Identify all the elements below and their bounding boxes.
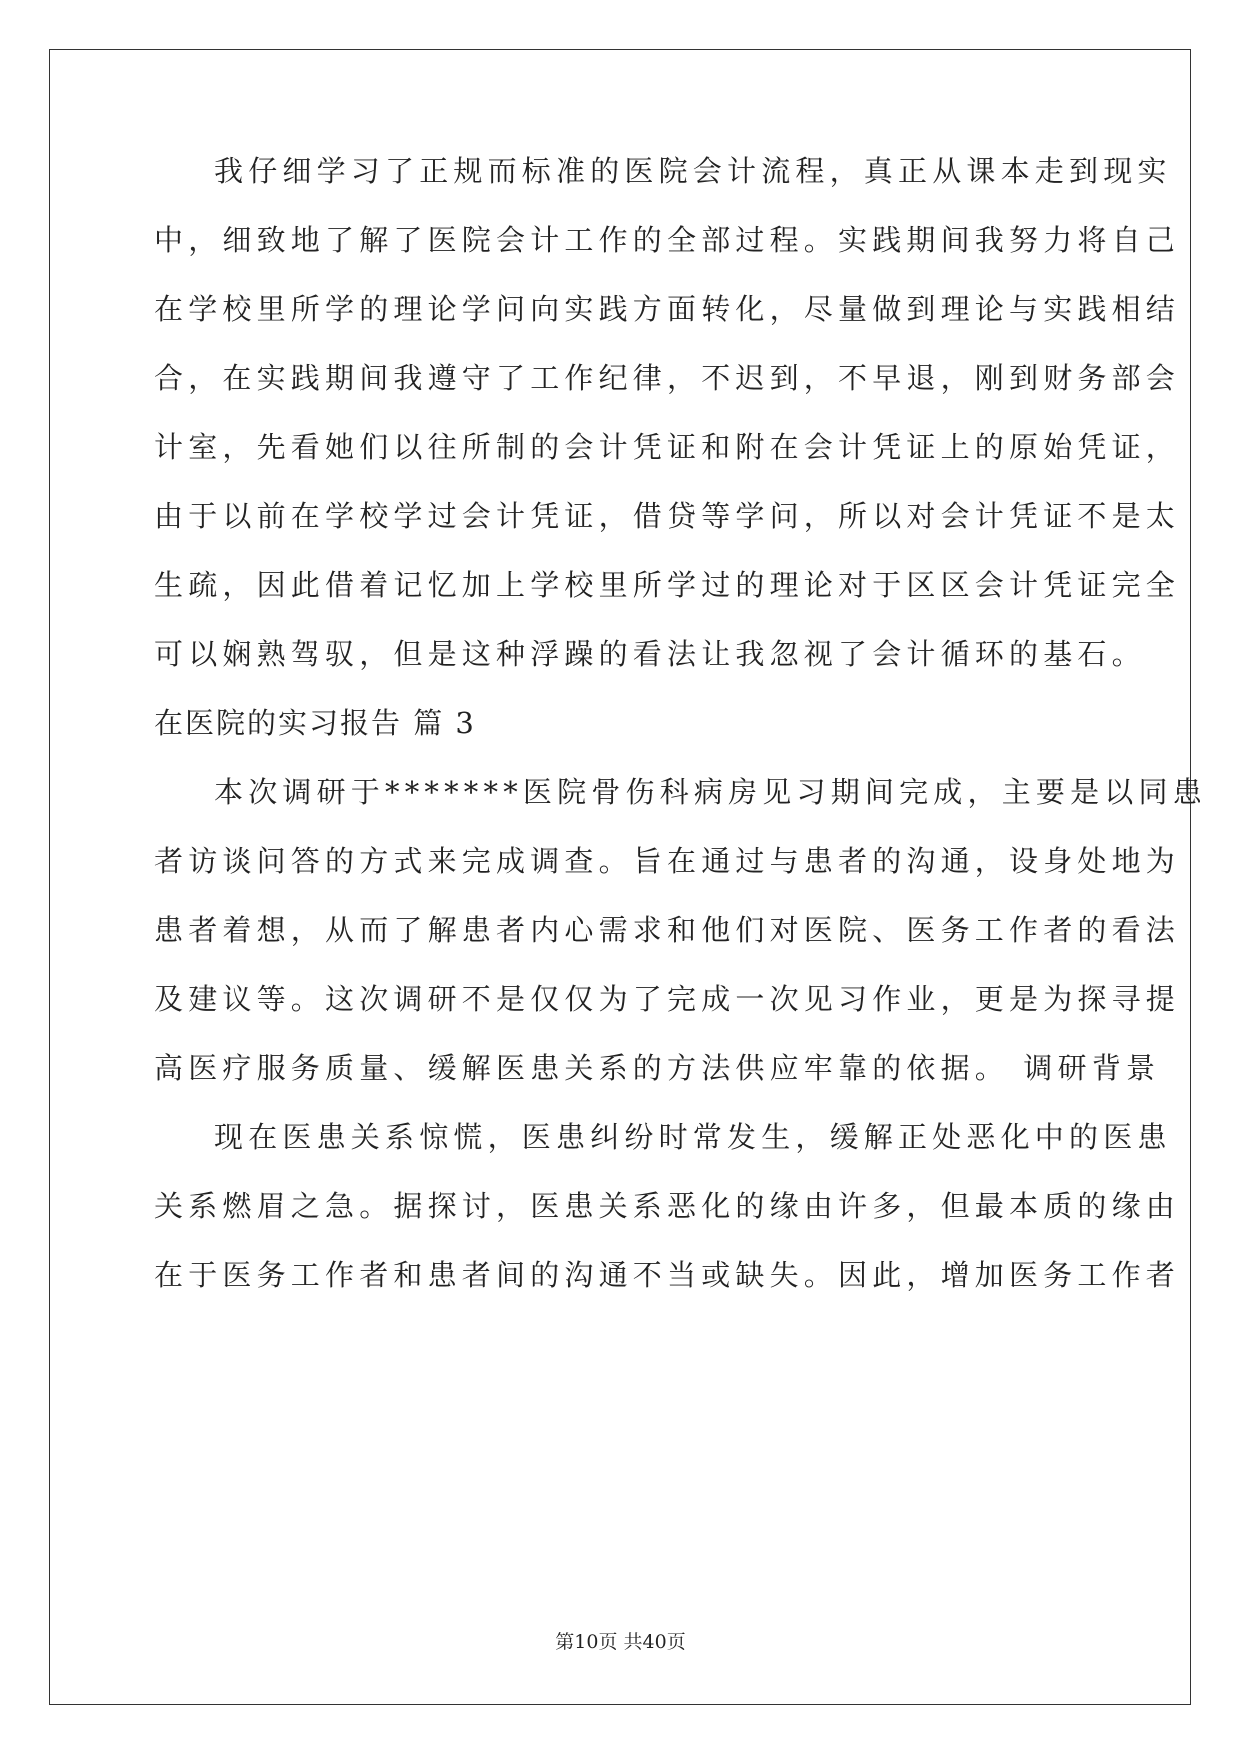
paragraph-line: 合，在实践期间我遵守了工作纪律，不迟到，不早退，刚到财务部会 <box>154 361 1181 395</box>
paragraph-line: 关系燃眉之急。据探讨，医患关系恶化的缘由许多，但最本质的缘由 <box>154 1189 1181 1223</box>
section-heading: 在医院的实习报告 篇 3 <box>154 706 476 740</box>
paragraph-line: 现在医患关系惊慌，医患纠纷时常发生，缓解正处恶化中的医患 <box>214 1120 1172 1154</box>
page-number: 第10页 共40页 <box>555 1631 686 1653</box>
paragraph-line: 高医疗服务质量、缓解医患关系的方法供应牢靠的依据。 调研背景 <box>154 1051 1161 1085</box>
paragraph-line: 在于医务工作者和患者间的沟通不当或缺失。因此，增加医务工作者 <box>154 1258 1181 1292</box>
paragraph-line: 计室，先看她们以往所制的会计凭证和附在会计凭证上的原始凭证， <box>154 430 1181 464</box>
paragraph-line: 患者着想，从而了解患者内心需求和他们对医院、医务工作者的看法 <box>154 913 1181 947</box>
paragraph-line: 可以娴熟驾驭，但是这种浮躁的看法让我忽视了会计循环的基石。 <box>154 637 1146 671</box>
paragraph-line: 中，细致地了解了医院会计工作的全部过程。实践期间我努力将自己 <box>154 223 1181 257</box>
paragraph-line: 在学校里所学的理论学问向实践方面转化，尽量做到理论与实践相结 <box>154 292 1181 326</box>
paragraph-line: 及建议等。这次调研不是仅仅为了完成一次见习作业，更是为探寻提 <box>154 982 1181 1016</box>
paragraph-line: 我仔细学习了正规而标准的医院会计流程，真正从课本走到现实 <box>214 154 1172 188</box>
paragraph-line: 者访谈问答的方式来完成调查。旨在通过与患者的沟通，设身处地为 <box>154 844 1181 878</box>
paragraph-line: 本次调研于*******医院骨伤科病房见习期间完成，主要是以同患 <box>214 775 1207 809</box>
paragraph-line: 生疏，因此借着记忆加上学校里所学过的理论对于区区会计凭证完全 <box>154 568 1181 602</box>
paragraph-line: 由于以前在学校学过会计凭证，借贷等学问，所以对会计凭证不是太 <box>154 499 1181 533</box>
